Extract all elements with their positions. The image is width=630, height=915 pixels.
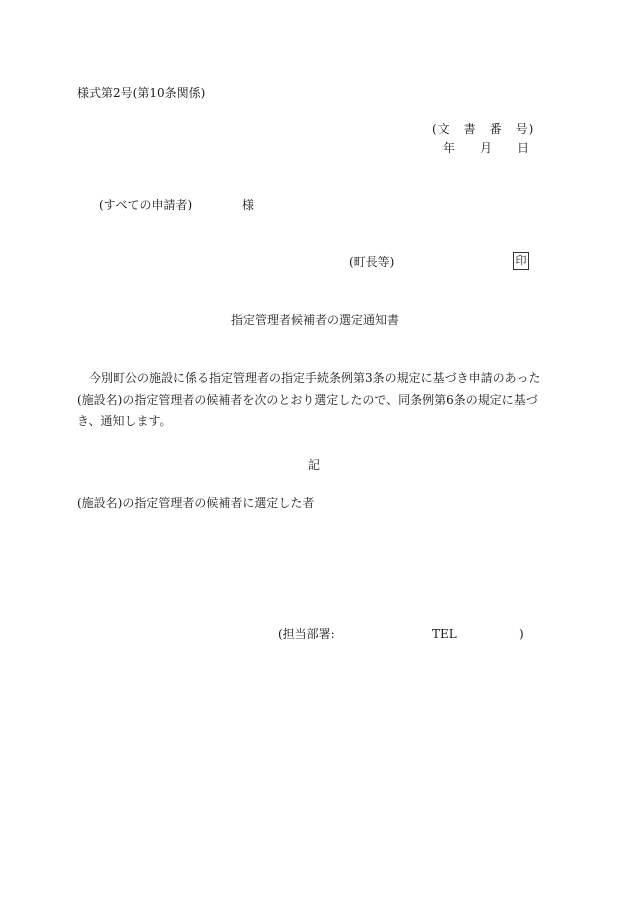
contact-tel: TEL [432,627,457,641]
notice-body: 今別町公の施設に係る指定管理者の指定手続条例第3条の規定に基づき申請のあった(施設名)の指定管理者の候補者を次のとおり選定したので、同条例第6条の規定に基づき、通知します。 [77,371,541,428]
document-date [443,140,529,156]
document-title: 指定管理者候補者の選定通知書 [231,313,400,327]
contact-close: ) [519,627,524,641]
ki-heading: 記 [308,458,321,472]
date-month: 月 [480,141,493,155]
recipient-name: (すべての申請者) [99,198,193,212]
date-day: 日 [517,141,530,155]
date-year: 年 [443,141,456,155]
selected-item: (施設名)の指定管理者の候補者に選定した者 [77,496,315,510]
contact-dept: (担当部署: [278,627,335,641]
form-number: 様式第2号(第10条関係) [77,86,206,100]
sender-name: (町長等) [349,255,395,269]
document-number: (文 書 番 号) [432,122,535,136]
seal-mark: 印 [513,252,529,270]
recipient-honorific: 様 [242,198,255,212]
